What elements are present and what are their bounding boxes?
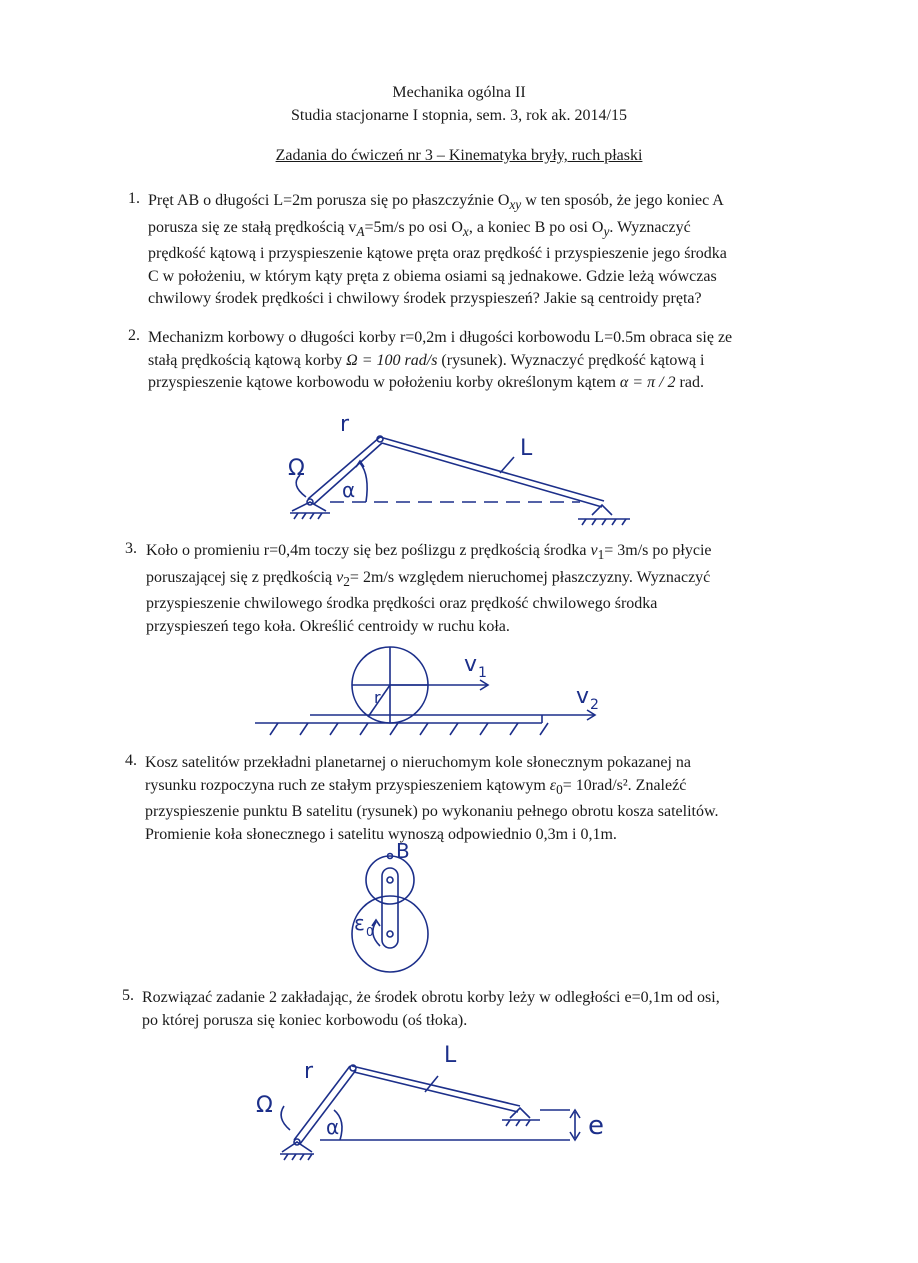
offset-crank-figure — [250, 1040, 630, 1180]
gear-label-epsilon-index: 0 — [366, 925, 374, 939]
task-1-line-3: prędkość kątową i przyspieszenie kątowe pręta oraz prędkość i przyspieszenie jego środka — [148, 245, 727, 263]
wheel-label-r: r — [374, 688, 381, 707]
task-4-line-3: przyspieszenie punktu B satelitu (rysunek) po wykonaniu pełnego obrotu kosza satelitów. — [145, 803, 719, 821]
offset-crank-label-L: L — [444, 1043, 457, 1068]
task-1-line-5: chwilowy środek prędkości i chwilowy środek przyspieszeń? Jakie są centroidy pręta? — [148, 290, 702, 308]
task-5-line-1: Rozwiązać zadanie 2 zakładając, że środek obrotu korby leży w odległości e=0,1m od osi, — [142, 989, 720, 1006]
task-1-line-2: porusza się ze stałą prędkością $v_A=5m/s$ po osi $O_x$, a koniec B po osi $O_y$. Wyznaczyć — [148, 218, 691, 239]
planetary-gear-figure — [340, 838, 460, 978]
wheel-label-v: v — [464, 652, 478, 677]
task-1-text — [148, 190, 808, 311]
task-number: 5. — [122, 987, 134, 1004]
gear-label-epsilon: ε — [354, 911, 365, 935]
task-4-line-1: Kosz satelitów przekładni planetarnej o nieruchomym kole słonecznym pokazanej na — [145, 754, 692, 771]
task-5-line-2: po której porusza się koniec korbowodu (oś tłoka). — [142, 1011, 468, 1029]
offset-crank-label-alpha: α — [326, 1115, 340, 1139]
task-3-line-1: Koło o promieniu r=0,4m toczy się bez poślizgu z prędkością środka $v_1= 3m/s$ po płycie — [146, 542, 712, 563]
doc-title: Mechanika ogólna II — [392, 84, 526, 101]
plate-label-v: v — [576, 684, 590, 709]
task-3-line-2: poruszającej się z prędkością $v_2= 2m/s$ względem nieruchomej płaszczyzny. Wyznaczyć — [146, 568, 711, 589]
crank-label-alpha: α — [342, 478, 356, 502]
task-1-line-4: C w położeniu, w którym kąty pręta z obiema osiami są jednakowe. Gdzie leżą wówczas — [148, 267, 717, 285]
crank-mechanism-figure — [270, 405, 650, 535]
task-3-text — [146, 540, 806, 638]
gear-label-B: B — [396, 839, 410, 863]
doc-course-info: Studia stacjonarne I stopnia, sem. 3, rok ak. 2014/15 — [291, 107, 627, 124]
task-2-text — [148, 327, 808, 395]
crank-label-L: L — [520, 436, 533, 461]
offset-crank-label-r: r — [304, 1059, 314, 1084]
task-5-text — [142, 987, 806, 1032]
task-4-line-2: rysunku rozpoczyna ruch ze stałym przyspieszeniem kątowym $\varepsilon_0= 10rad/s^2$. Znaleźć — [145, 776, 687, 797]
task-3-line-3: przyspieszenie chwilowego środka prędkości oraz prędkość chwilowego środka — [146, 595, 658, 613]
task-2-line-3: przyspieszenie kątowe korbowodu w położeniu korby określonym kątem α = π / 2 rad. — [148, 374, 704, 391]
plate-label-v2-index: 2 — [590, 697, 599, 713]
crank-label-omega: Ω — [288, 456, 305, 481]
task-number: 1. — [128, 190, 140, 207]
task-number: 2. — [128, 327, 140, 344]
task-4-line-4: Promienie koła słonecznego i satelitu wynoszą odpowiednio 0,3m i 0,1m. — [145, 825, 617, 843]
task-4-text — [145, 752, 807, 846]
rolling-wheel-figure — [250, 635, 630, 745]
offset-crank-label-omega: Ω — [256, 1093, 273, 1118]
task-2-line-2: stałą prędkością kątową korby Ω = 100 rad/s (rysunek). Wyznaczyć prędkość kątową i — [148, 351, 705, 369]
task-1-line-1: Pręt AB o długości L=2m porusza się po płaszczyźnie $O_{xy}$ w ten sposób, że jego koniec A — [148, 192, 724, 213]
task-number: 4. — [125, 752, 137, 769]
task-3-line-4: przyspieszeń tego koła. Określić centroidy w ruchu koła. — [146, 617, 510, 635]
doc-subtitle: Zadania do ćwiczeń nr 3 – Kinematyka bryły, ruch płaski — [275, 147, 643, 164]
task-2-line-1: Mechanizm korbowy o długości korby r=0,2m i długości korbowodu L=0.5m obraca się ze — [148, 329, 733, 346]
offset-crank-label-e: e — [588, 1111, 604, 1141]
task-number: 3. — [125, 540, 137, 557]
crank-label-r: r — [340, 412, 350, 437]
wheel-label-v1-index: 1 — [478, 665, 487, 681]
